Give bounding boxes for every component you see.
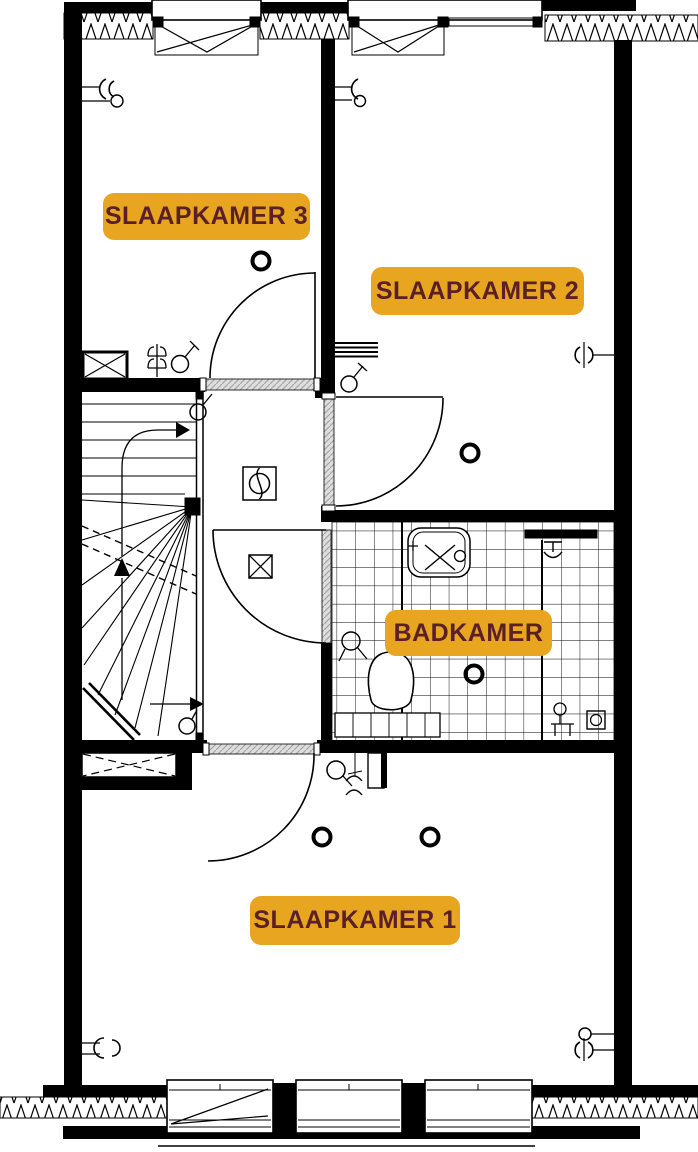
stair-direction-arrow: [114, 422, 204, 711]
socket-symbol: [575, 342, 614, 368]
extract-valve-symbol: [148, 344, 166, 377]
door-swing-arc: [210, 273, 315, 378]
wall-switch-symbol: [327, 761, 362, 795]
room-label-bedroom2: SLAAPKAMER 2: [371, 267, 584, 315]
duct-shaft-bedroom1: [82, 753, 192, 790]
ceiling-light-symbol: [462, 445, 479, 462]
room-label-bedroom3: SLAAPKAMER 3: [103, 193, 310, 240]
door-bathroom: [213, 530, 331, 643]
mechanical-ventilation-unit-symbol: [243, 467, 276, 500]
ceiling-light-symbol: [314, 829, 331, 846]
door-bedroom2: [322, 393, 443, 511]
room-label-bathroom: BADKAMER: [385, 610, 552, 656]
ceiling-light-symbol: [253, 253, 270, 270]
door-bedroom3: [200, 272, 320, 391]
double-switch-symbol: [82, 1038, 120, 1058]
double-switch-symbol: [335, 79, 366, 107]
radiator-symbol: [333, 343, 378, 357]
door-swing-arc: [336, 398, 443, 506]
ceiling-light-symbol: [422, 829, 439, 846]
door-bedroom1: [203, 743, 320, 861]
wall-switch-symbol: [341, 363, 367, 392]
wall-switch-symbol: [172, 341, 200, 373]
door-swing-arc: [208, 753, 314, 861]
washbasin: [408, 528, 470, 577]
room-label-bedroom1: SLAAPKAMER 1: [250, 896, 460, 945]
wall-stub: [355, 753, 387, 788]
staircase: [82, 392, 204, 740]
stair-stringer: [83, 683, 140, 740]
double-switch-symbol: [82, 79, 123, 107]
door-swing-arc: [213, 530, 326, 643]
wall-switch-symbol: [179, 710, 197, 734]
socket-symbol: [575, 1038, 614, 1061]
duct-shaft: [83, 352, 127, 379]
distribution-box-symbol: [249, 555, 272, 578]
